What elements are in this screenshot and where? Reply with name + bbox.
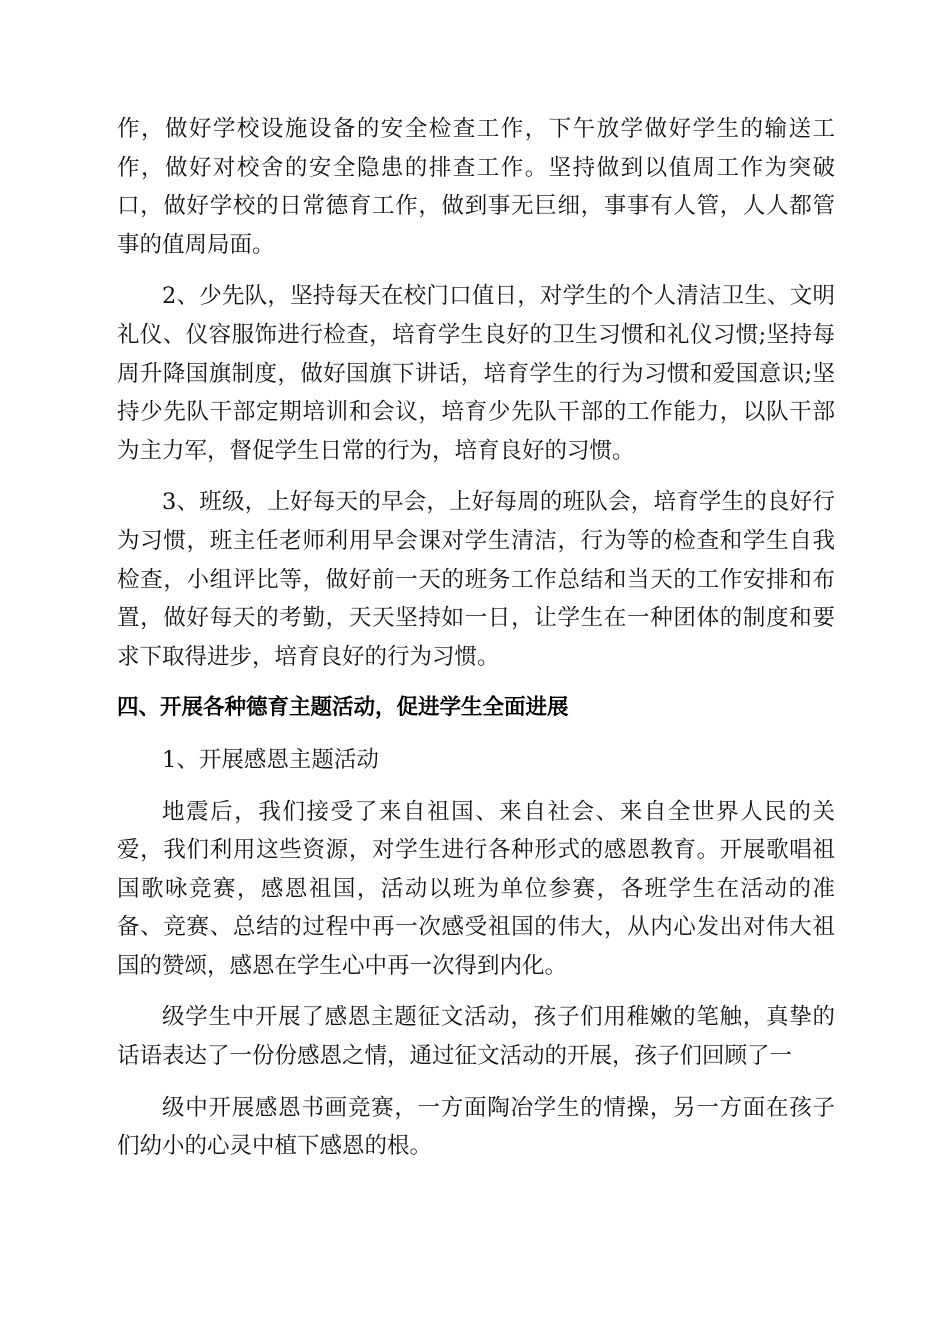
paragraph-painting-contest: 级中开展感恩书画竞赛，一方面陶冶学生的情操，另一方面在孩子们幼小的心灵中植下感恩的根。	[117, 1094, 835, 1160]
paragraph-essay-activity: 级学生中开展了感恩主题征文活动，孩子们用稚嫩的笔触，真挚的话语表达了一份份感恩之情，通过征文活动的开展，孩子们回顾了一	[117, 1004, 835, 1070]
paragraph-class: 3、班级，上好每天的早会，上好每周的班队会，培育学生的良好行为习惯，班主任老师利用早会课对学生清洁，行为等的检查和学生自我检查，小组评比等，做好前一天的班务工作总结和当天的工作安排和布置，做好每天的考勤，天天坚持如一日，让学生在一种团体的制度和要求下取得进步，培育良好的行为习惯。	[117, 489, 835, 670]
document-body	[117, 110, 835, 1166]
paragraph-young-pioneers: 2、少先队，坚持每天在校门口值日，对学生的个人清洁卫生、文明礼仪、仪容服饰进行检查，培育学生良好的卫生习惯和礼仪习惯;坚持每周升降国旗制度，做好国旗下讲话，培育学生的行为习惯和爱国意识;坚持少先队干部定期培训和会议，培育少先队干部的工作能力，以队干部为主力军，督促学生日常的行为，培育良好的习惯。	[117, 283, 835, 464]
subheading-gratitude: 1、开展感恩主题活动	[162, 746, 379, 773]
paragraph-earthquake: 地震后，我们接受了来自祖国、来自社会、来自全世界人民的关爱，我们利用这些资源，对学生进行各种形式的感恩教育。开展歌唱祖国歌咏竞赛，感恩祖国，活动以班为单位参赛，各班学生在活动的准备、竞赛、总结的过程中再一次感受祖国的伟大，从内心发出对伟大祖国的赞颂，感恩在学生心中再一次得到内化。	[117, 798, 835, 979]
section-heading: 四、开展各种德育主题活动，促进学生全面进展	[117, 695, 569, 721]
paragraph-duty-week: 作，做好学校设施设备的安全检查工作，下午放学做好学生的输送工作，做好对校舍的安全隐患的排查工作。坚持做到以值周工作为突破口，做好学校的日常德育工作，做到事无巨细，事事有人管，人人都管事的值周局面。	[117, 116, 835, 258]
